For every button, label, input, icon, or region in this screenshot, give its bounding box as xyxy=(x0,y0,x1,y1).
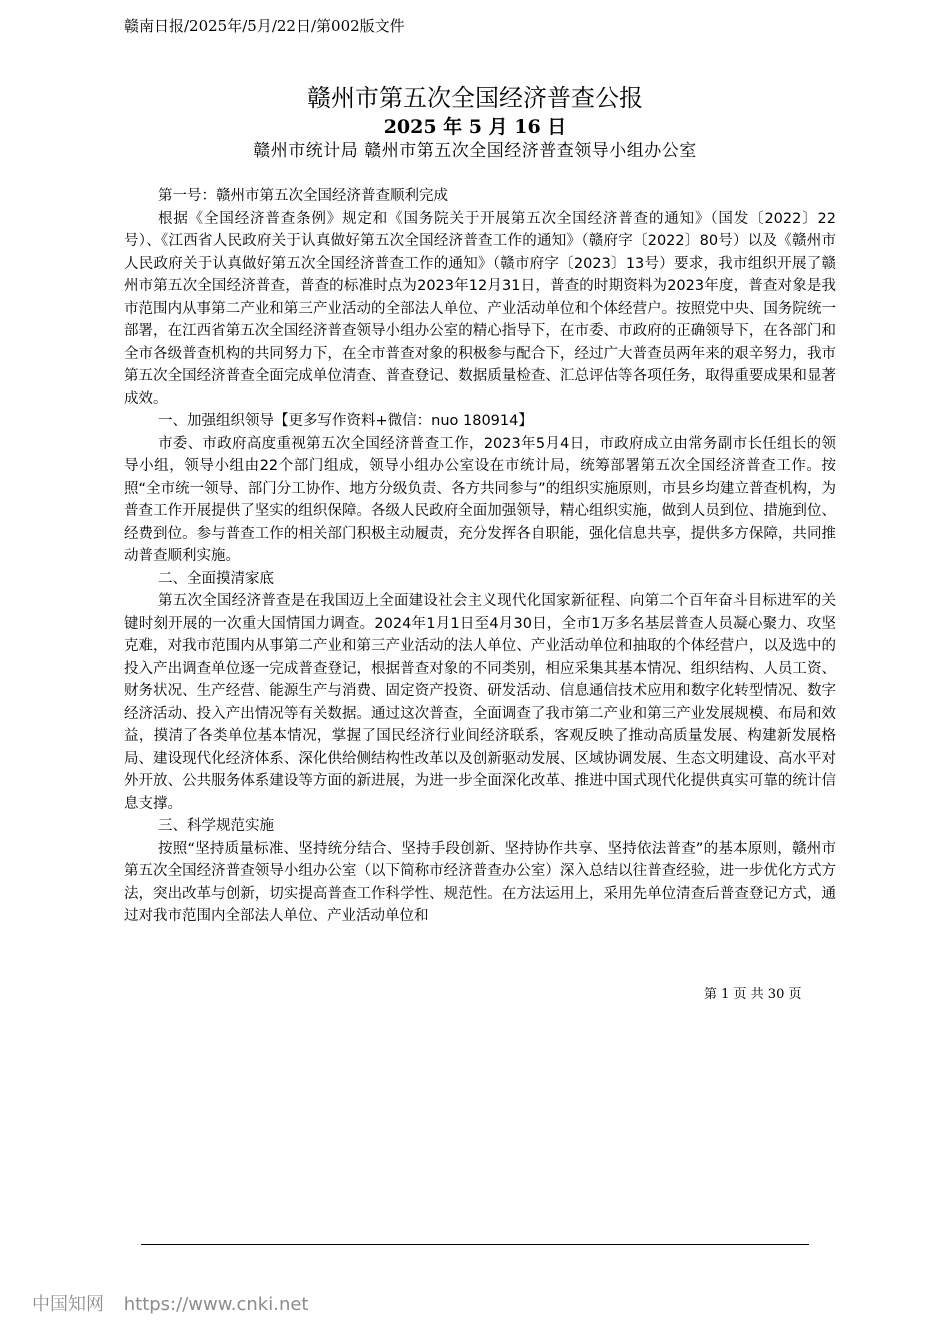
page-number: 第 1 页 共 30 页 xyxy=(704,987,802,1002)
document-body xyxy=(124,185,836,928)
cnki-watermark xyxy=(32,1293,308,1317)
watermark-url: https://www.cnki.net xyxy=(123,1294,309,1315)
document-date: 2025 年 5 月 16 日 xyxy=(383,116,567,138)
section-paragraph-2: 第五次全国经济普查是在我国迈上全面建设社会主义现代化国家新征程、向第二个百年奋斗目标进军的关键时刻开展的一次重大国情国力调查。2024年1月1日至4月30日，全市1万多名基层普查人员凝心聚力、攻坚克难，对我市范围内从事第二产业和第三产业活动的法人单位、产业活动单位和抽取的个体经营户，以及选中的投入产出调查单位逐一完成普查登记，根据普查对象的不同类别，相应采集其基本情况、组织结构、人员工资、财务状况、生产经营、能源生产与消费、固定资产投资、研发活动、信息通信技术应用和数字化转型情况、数字经济活动、投入产出情况等有关数据。通过这次普查，全面调查了我市第二产业和第三产业发展规模、布局和效益，摸清了各类单位基本情况，掌握了国民经济行业间经济联系，客观反映了推动高质量发展、构建新发展格局、建设现代化经济体系、深化供给侧结构性改革以及创新驱动发展、区域协调发展、生态文明建设、高水平对外开放、公共服务体系建设等方面的新进展，为进一步全面深化改革、推进中国式现代化提供真实可靠的统计信息支撑。 xyxy=(124,593,836,812)
subtitle-paragraph: 第一号：赣州市第五次全国经济普查顺利完成 xyxy=(158,188,448,204)
issuing-organizations: 赣州市统计局 赣州市第五次全国经济普查领导小组办公室 xyxy=(253,141,697,161)
watermark-site-name: 中国知网 xyxy=(32,1294,104,1315)
section-paragraph-3: 按照“坚持质量标准、坚持统分结合、坚持手段创新、坚持协作共享、坚持依法普查”的基本原则，赣州市第五次全国经济普查领导小组办公室（以下简称市经济普查办公室）深入总结以往普查经验，进一步优化方式方法，突出改革与创新，切实提高普查工作科学性、规范性。在方法运用上，采用先单位清查后普查登记方式，通过对我市范围内全部法人单位、产业活动单位和 xyxy=(124,840,836,924)
intro-paragraph: 根据《全国经济普查条例》规定和《国务院关于开展第五次全国经济普查的通知》（国发〔2022〕22号）、《江西省人民政府关于认真做好第五次全国经济普查工作的通知》（赣府字〔2022〕80号）以及《赣州市人民政府关于认真做好第五次全国经济普查工作的通知》（赣市府字〔2023〕13号）要求，我市组织开展了赣州市第五次全国经济普查，普查的标准时点为2023年12月31日，普查的时期资料为2023年度，普查对象是我市范围内从事第二产业和第三产业活动的全部法人单位、产业活动单位和个体经营户。按照党中央、国务院统一部署，在江西省第五次全国经济普查领导小组办公室的精心指导下，在市委、市政府的正确领导下，在各部门和全市各级普查机构的共同努力下，在全市普查对象的积极参与配合下，经过广大普查员两年来的艰辛努力，我市第五次全国经济普查全面完成单位清查、普查登记、数据质量检查、汇总评估等各项任务，取得重要成果和显著成效。 xyxy=(124,210,836,407)
footer-divider xyxy=(141,1244,809,1245)
section-heading-2: 二、全面摸清家底 xyxy=(158,570,274,587)
section-paragraph-1: 市委、市政府高度重视第五次全国经济普查工作，2023年5月4日，市政府成立由常务副市长任组长的领导小组，领导小组由22个部门组成，领导小组办公室设在市统计局，统筹部署第五次全国经济普查工作。按照“全市统一领导、部门分工协作、地方分级负责、各方共同参与”的组织实施原则，市县乡均建立普查机构，为普查工作开展提供了坚实的组织保障。各级人民政府全面加强领导，精心组织实施，做到人员到位、措施到位、经费到位。参与普查工作的相关部门积极主动履责，充分发挥各自职能，强化信息共享，提供多方保障，共同推动普查顺利实施。 xyxy=(124,435,836,564)
source-line: 赣南日报/2025年/5月/22日/第002版文件 xyxy=(124,17,405,35)
section-heading-1: 一、加强组织领导【更多写作资料+微信：nuo 180914】 xyxy=(158,413,533,429)
section-heading-3: 三、科学规范实施 xyxy=(158,818,274,834)
document-title: 赣州市第五次全国经济普查公报 xyxy=(307,84,643,112)
